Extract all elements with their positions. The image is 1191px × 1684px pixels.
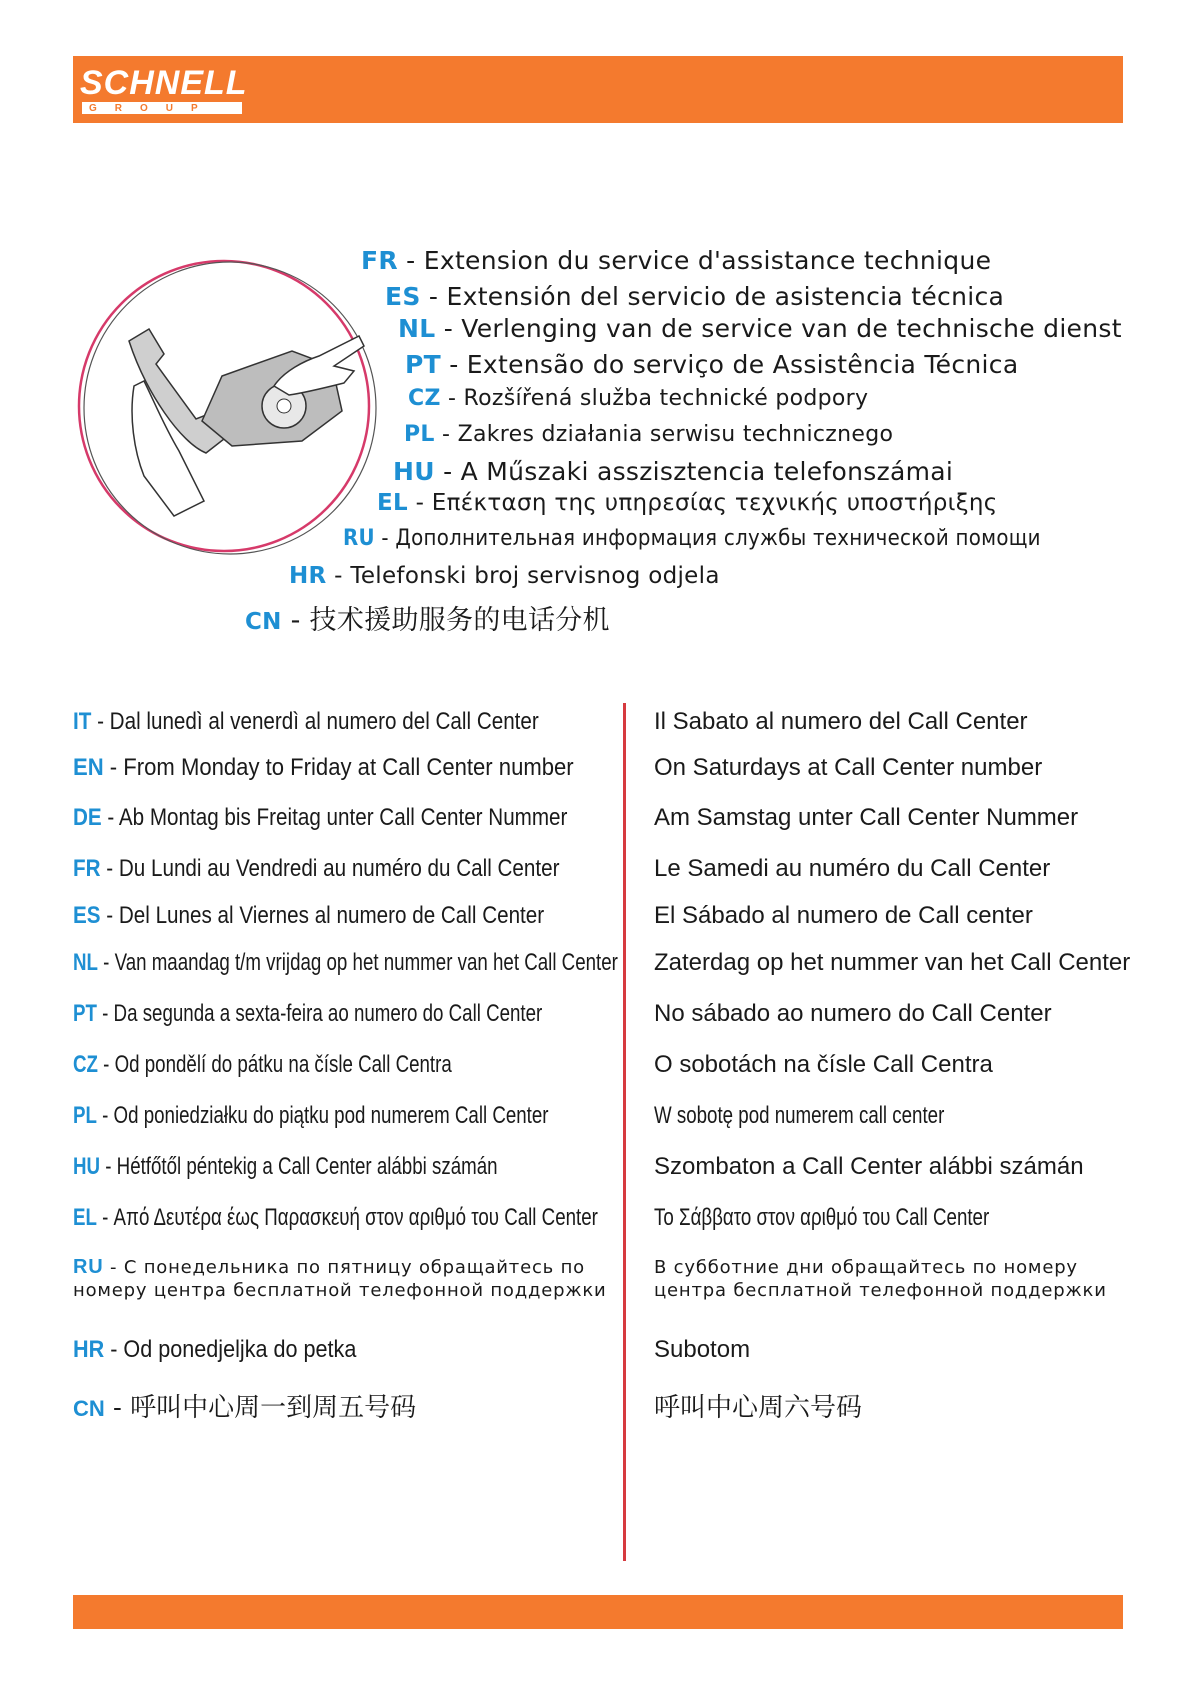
weekday-cell: PL - Od poniedziałku do piątku pod numerem Call Center	[73, 1102, 549, 1129]
saturday-cell: Szombaton a Call Center alábbi számán	[654, 1153, 1084, 1180]
ext-title-fr: FR - Extension du service d'assistance technique	[361, 246, 992, 275]
logo-wordmark: SCHNELL	[80, 64, 248, 102]
weekday-cell: NL - Van maandag t/m vrijdag op het nummer van het Call Center	[73, 949, 618, 976]
schedule-row-pl	[0, 1102, 1191, 1142]
weekday-cell: RU - С понедельника по пятницу обращайтесь по номеру центра бесплатной телефонной поддержки	[73, 1256, 607, 1301]
ext-title-hu: HU - A Műszaki asszisztencia telefonszámai	[393, 457, 954, 486]
weekday-cell: IT - Dal lunedì al venerdì al numero del Call Center	[73, 708, 539, 735]
weekday-cell: HR - Od ponedjeljka do petka	[73, 1336, 357, 1363]
weekday-cell: EN - From Monday to Friday at Call Center number	[73, 754, 574, 781]
saturday-cell: O sobotách na čísle Call Centra	[654, 1051, 993, 1078]
ext-title-es: ES - Extensión del servicio de asistencia técnica	[385, 282, 1005, 311]
weekday-cell: HU - Hétfőtől péntekig a Call Center alábbi számán	[73, 1153, 498, 1180]
saturday-cell: Il Sabato al numero del Call Center	[654, 708, 1028, 735]
footer-band	[73, 1595, 1123, 1629]
weekday-cell: DE - Ab Montag bis Freitag unter Call Center Nummer	[73, 804, 568, 831]
schedule-row-hu	[0, 1153, 1191, 1193]
saturday-cell: W sobotę pod numerem call center	[654, 1102, 945, 1129]
saturday-cell: Le Samedi au numéro du Call Center	[654, 855, 1051, 882]
saturday-cell: Zaterdag op het nummer van het Call Center	[654, 949, 1131, 976]
weekday-cell: PT - Da segunda a sexta-feira ao numero do Call Center	[73, 1000, 543, 1027]
saturday-cell: Το Σάββατο στον αριθμό του Call Center	[654, 1204, 990, 1231]
weekday-cell: EL - Από Δευτέρα έως Παρασκευή στον αριθμό του Call Center	[73, 1204, 598, 1231]
ext-title-pl: PL - Zakres działania serwisu technicznego	[404, 422, 894, 447]
schedule-row-hr	[0, 1336, 1191, 1376]
ext-title-el: EL - Επέκταση της υπηρεσίας τεχνικής υποστήριξης	[377, 490, 998, 516]
weekday-cell: CN - 呼叫中心周一到周五号码	[73, 1393, 417, 1423]
ext-title-ru: RU - Дополнительная информация службы технической помощи	[343, 526, 1041, 551]
weekday-cell: FR - Du Lundi au Vendredi au numéro du Call Center	[73, 855, 560, 882]
logo-subtitle: GROUP	[82, 102, 242, 114]
schedule-row-es	[0, 902, 1191, 942]
ext-title-nl: NL - Verlenging van de service van de technische dienst	[398, 314, 1122, 343]
schedule-row-ru	[0, 1256, 1191, 1308]
schedule-row-cz	[0, 1051, 1191, 1091]
ext-title-hr: HR - Telefonski broj servisnog odjela	[289, 563, 720, 589]
weekday-cell: CZ - Od pondělí do pátku na čísle Call Centra	[73, 1051, 452, 1078]
saturday-cell: Am Samstag unter Call Center Nummer	[654, 804, 1079, 831]
schedule-row-pt	[0, 1000, 1191, 1040]
schedule-row-fr	[0, 855, 1191, 895]
schnell-logo	[78, 66, 248, 118]
schedule-row-el	[0, 1204, 1191, 1244]
weekday-cell: ES - Del Lunes al Viernes al numero de Call Center	[73, 902, 545, 929]
saturday-cell: On Saturdays at Call Center number	[654, 754, 1043, 781]
schedule-row-de	[0, 804, 1191, 844]
saturday-cell: Subotom	[654, 1336, 751, 1363]
saturday-cell: El Sábado al numero de Call center	[654, 902, 1033, 929]
telephone-dialing-icon	[74, 246, 394, 566]
schedule-row-nl	[0, 949, 1191, 989]
ext-title-cn: CN - 技术援助服务的电话分机	[245, 605, 610, 636]
schedule-row-cn	[0, 1387, 1191, 1427]
saturday-cell: В субботние дни обращайтесь по номеру центра бесплатной телефонной поддержки	[654, 1257, 1107, 1301]
ext-title-cz: CZ - Rozšířená služba technické podpory	[408, 386, 869, 411]
schedule-row-en	[0, 754, 1191, 794]
saturday-cell: No sábado ao numero do Call Center	[654, 1000, 1052, 1027]
saturday-cell: 呼叫中心周六号码	[654, 1393, 863, 1423]
ext-title-pt: PT - Extensão do serviço de Assistência Técnica	[405, 350, 1019, 379]
schedule-row-it	[0, 708, 1191, 748]
